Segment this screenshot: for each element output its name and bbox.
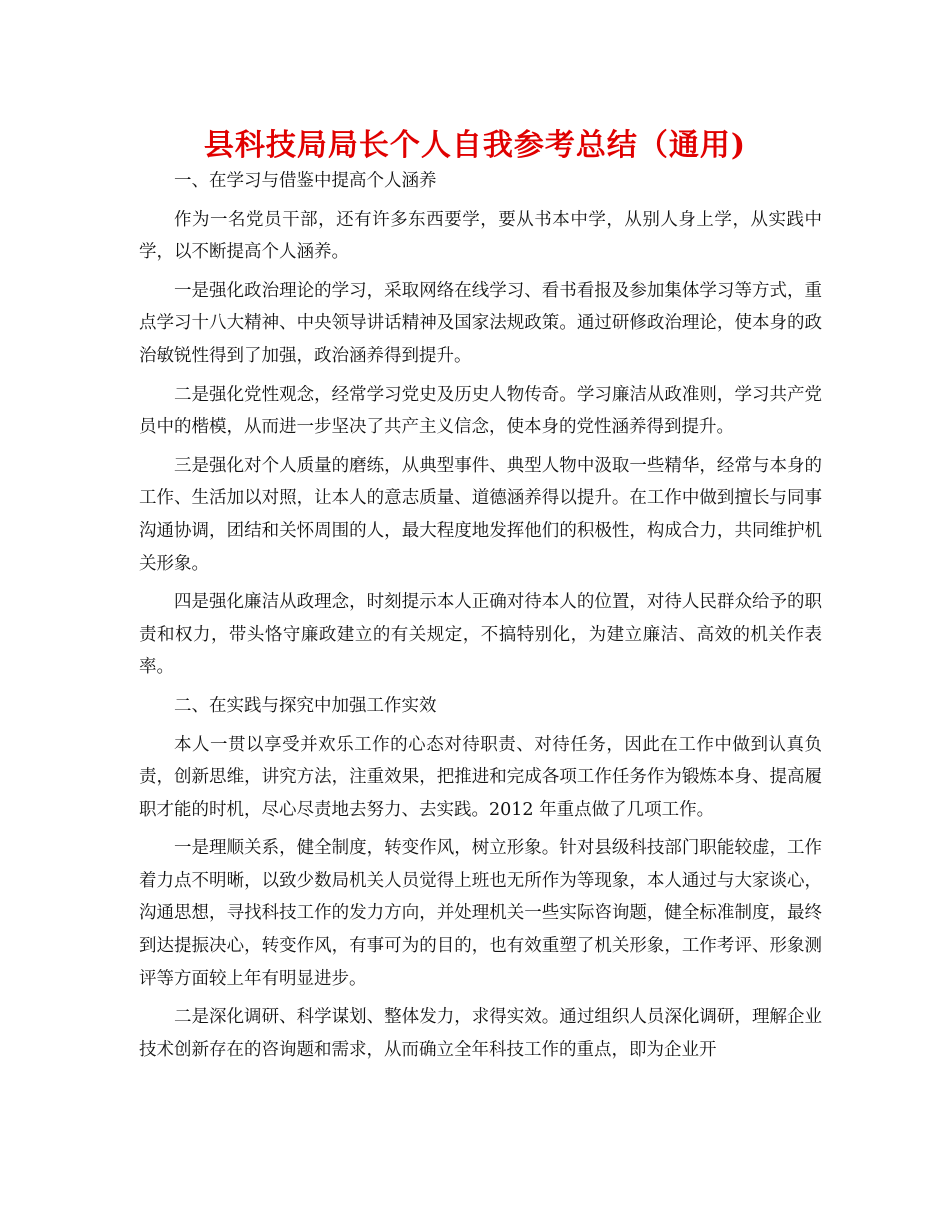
paragraph: 二是深化调研、科学谋划、整体发力，求得实效。通过组织人员深化调研，理解企业技术创新存在的咨询题和需求，从而确立全年科技工作的重点，即为企业开 [139, 1007, 822, 1060]
paragraph: 一是强化政治理论的学习，采取网络在线学习、看书看报及参加集体学习等方式，重点学习十八大精神、中央领导讲话精神及国家法规政策。通过研修政治理论，使本身的政治敏锐性得到了加强，政治涵养得到提升。 [139, 280, 822, 366]
section-heading-2: 二、在实践与探究中加强工作实效 [174, 695, 437, 716]
paragraph: 一是理顺关系，健全制度，转变作风，树立形象。针对县级科技部门职能较虚，工作着力点不明晰，以致少数局机关人员觉得上班也无所作为等现象，本人通过与大家谈心，沟通思想，寻找科技工作的发力方向，并处理机关一些实际咨询题，健全标准制度，最终到达提振决心，转变作风，有事可为的目的，也有效重塑了机关形象，工作考评、形象测评等方面较上年有明显进步。 [139, 838, 822, 989]
paragraph: 四是强化廉洁从政理念，时刻提示本人正确对待本人的位置，对待人民群众给予的职责和权力，带头恪守廉政建立的有关规定，不搞特别化，为建立廉洁、高效的机关作表率。 [139, 592, 822, 678]
section-heading-1: 一、在学习与借鉴中提高个人涵养 [174, 171, 437, 191]
paragraph: 作为一名党员干部，还有许多东西要学，要从书本中学，从别人身上学，从实践中学，以不断提高个人涵养。 [139, 209, 822, 263]
paragraph: 二是强化党性观念，经常学习党史及历史人物传奇。学习廉洁从政准则，学习共产党员中的楷模，从而进一步坚决了共产主义信念，使本身的党性涵养得到提升。 [139, 384, 822, 438]
document-title: 县科技局局长个人自我参考总结（通用) [203, 128, 747, 163]
document-body [139, 165, 822, 1066]
paragraph: 本人一贯以享受并欢乐工作的心态对待职责、对待任务，因此在工作中做到认真负责，创新思维，讲究方法，注重效果，把推进和完成各项工作任务作为锻炼本身、提高履职才能的时机，尽心尽责地去努力、去实践。2012 年重点做了几项工作。 [139, 734, 822, 820]
paragraph: 三是强化对个人质量的磨练，从典型事件、典型人物中汲取一些精华，经常与本身的工作、生活加以对照，让本人的意志质量、道德涵养得以提升。在工作中做到擅长与同事沟通协调，团结和关怀周围的人，最大程度地发挥他们的积极性，构成合力，共同维护机关形象。 [139, 455, 822, 574]
